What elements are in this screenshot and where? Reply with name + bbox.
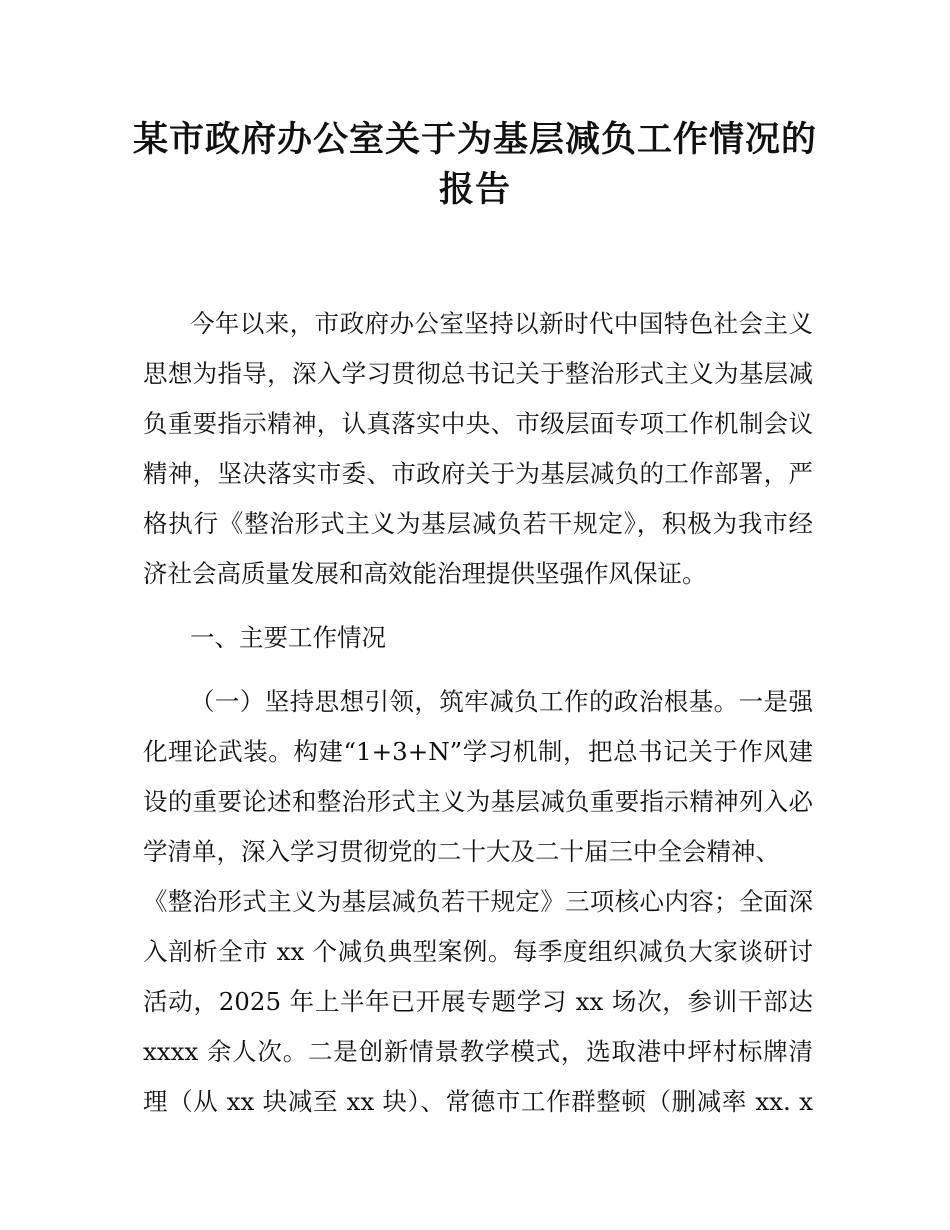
paragraph-line: xxxx 余人次。二是创新情景教学模式，选取港中坪村标牌清 [143, 1037, 813, 1066]
document-title-line-2: 报告 [438, 170, 511, 210]
section-heading: 一、主要工作情况 [190, 623, 386, 652]
paragraph-line: 济社会高质量发展和高效能治理提供坚强作风保证。 [143, 559, 707, 588]
document-title-line-1: 某市政府办公室关于为基层减负工作情况的 [132, 120, 817, 160]
paragraph-line: 《整治形式主义为基层减负若干规定》三项核心内容；全面深 [143, 887, 813, 916]
paragraph-line: （一）坚持思想引领，筑牢减负工作的政治根基。一是强 [190, 687, 813, 716]
paragraph-line: 格执行《整治形式主义为基层减负若干规定》，积极为我市经 [143, 509, 813, 538]
paragraph-line: 化理论武装。构建“1+3+N”学习机制，把总书记关于作风建 [143, 737, 813, 766]
paragraph-line: 精神，坚决落实市委、市政府关于为基层减负的工作部署，严 [143, 459, 813, 488]
paragraph-line: 活动，2025 年上半年已开展专题学习 xx 场次，参训干部达 [143, 987, 813, 1016]
paragraph-line: 设的重要论述和整治形式主义为基层减负重要指示精神列入必 [143, 787, 813, 816]
paragraph-line: 负重要指示精神，认真落实中央、市级层面专项工作机制会议 [143, 409, 813, 438]
paragraph-line: 入剖析全市 xx 个减负典型案例。每季度组织减负大家谈研讨 [143, 937, 813, 966]
paragraph-line: 学清单，深入学习贯彻党的二十大及二十届三中全会精神、 [143, 837, 780, 866]
paragraph-line: 理（从 xx 块减至 xx 块）、常德市工作群整顿（删减率 xx. x [143, 1087, 813, 1116]
paragraph-line: 今年以来，市政府办公室坚持以新时代中国特色社会主义 [190, 309, 813, 338]
paragraph-line: 思想为指导，深入学习贯彻总书记关于整治形式主义为基层减 [143, 359, 813, 388]
